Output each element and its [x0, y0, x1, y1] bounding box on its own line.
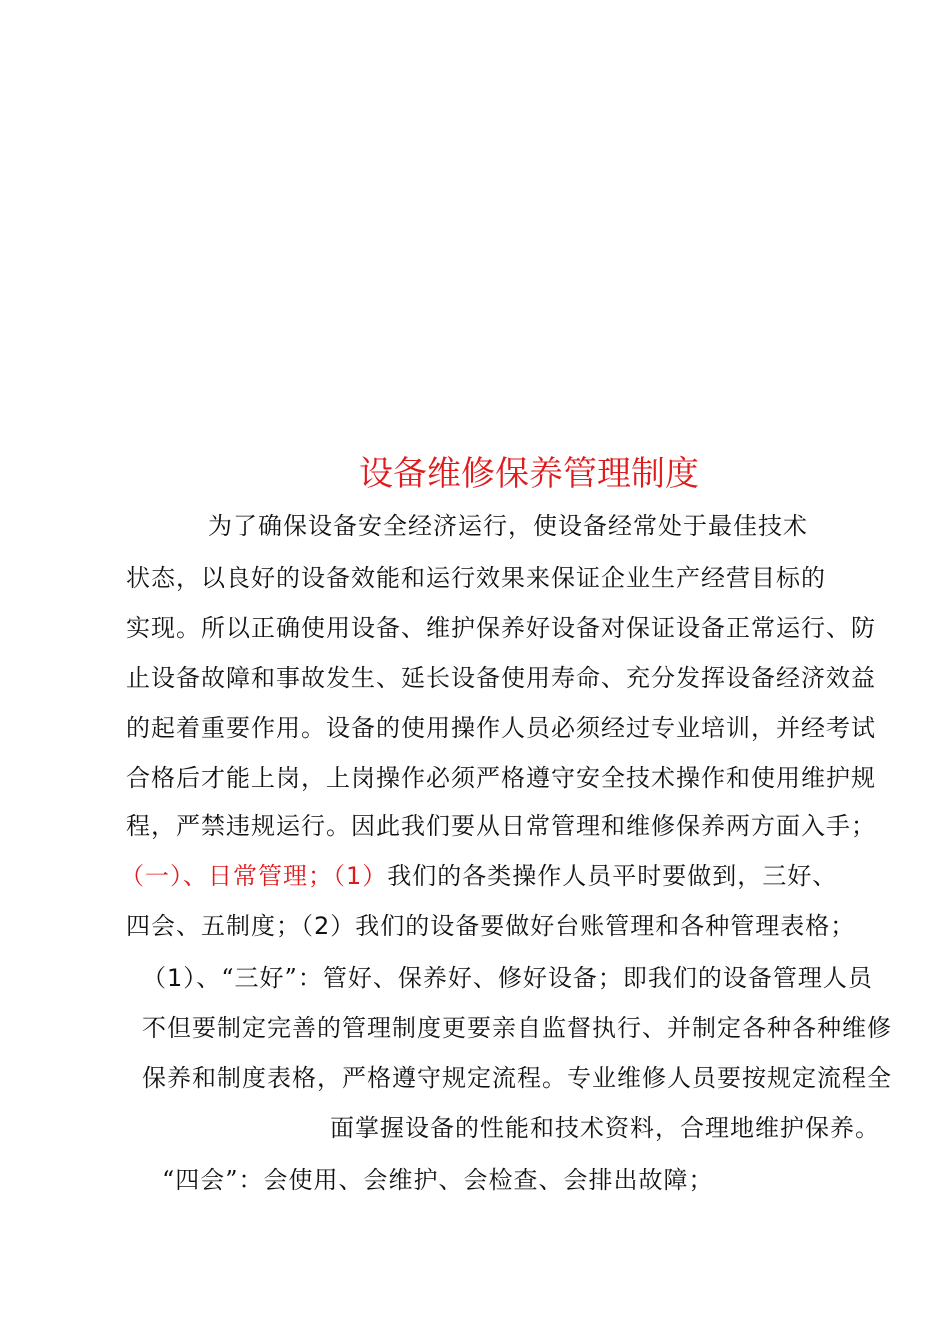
- paragraph-line: 止设备故障和事故发生、延长设备使用寿命、充分发挥设备经济效益: [126, 664, 876, 692]
- item-marker: （1）: [333, 862, 388, 890]
- document-title: 设备维修保养管理制度: [359, 454, 699, 494]
- section-line: [120, 860, 837, 892]
- three-good-line: 面掌握设备的性能和技术资料，合理地维护保养。: [330, 1114, 880, 1142]
- paragraph-line: 实现。所以正确使用设备、维护保养好设备对保证设备正常运行、防: [126, 614, 876, 642]
- paragraph-line: 状态，以良好的设备效能和运行效果来保证企业生产经营目标的: [126, 564, 826, 592]
- paragraph-line: 的起着重要作用。设备的使用操作人员必须经过专业培训，并经考试: [126, 714, 876, 742]
- three-good-line: 保养和制度表格，严格遵守规定流程。专业维修人员要按规定流程全: [142, 1064, 892, 1092]
- item-marker: （1）: [142, 964, 197, 992]
- paragraph-line: 合格后才能上岗，上岗操作必须严格遵守安全技术操作和使用维护规: [126, 764, 876, 792]
- three-good-line: 不但要制定完善的管理制度更要亲自监督执行、并制定各种各种维修: [142, 1014, 892, 1042]
- item-text: 我们的各类操作人员平时要做到，三好、: [387, 862, 838, 890]
- item-marker: （2）: [301, 912, 356, 940]
- section-text: 四会、五制度；: [126, 912, 301, 940]
- section-heading: （一）、日常管理；: [120, 862, 333, 890]
- paragraph-line: 为了确保设备安全经济运行，使设备经常处于最佳技术: [208, 512, 808, 540]
- section-line: [126, 910, 855, 942]
- four-can-line: “四会”：会使用、会维护、会检查、会排出故障；: [162, 1166, 714, 1194]
- three-good-line: [142, 962, 873, 994]
- three-good-text: 、“三好”：管好、保养好、修好设备；即我们的设备管理人员: [196, 964, 873, 992]
- item-text: 我们的设备要做好台账管理和各种管理表格；: [355, 912, 856, 940]
- paragraph-line: 程，严禁违规运行。因此我们要从日常管理和维修保养两方面入手；: [126, 812, 876, 840]
